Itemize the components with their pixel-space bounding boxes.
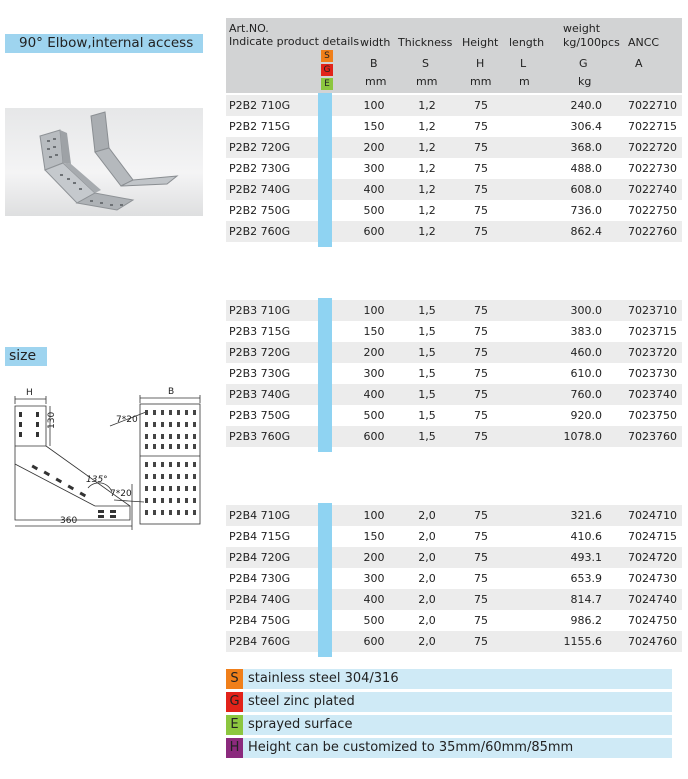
cell-weight: 814.7	[570, 593, 602, 606]
cell-ancc: 7023710	[628, 304, 677, 317]
cell-height: 75	[474, 509, 488, 522]
cell-weight: 760.0	[570, 388, 602, 401]
legend-key-badge: H	[226, 738, 243, 758]
cell-height: 75	[474, 572, 488, 585]
elbow-technical-drawing	[10, 384, 218, 534]
cell-art-no: P2B4 715G	[229, 530, 291, 543]
cell-width: 300	[363, 162, 385, 175]
cell-art-no: P2B3 710G	[229, 304, 291, 317]
table-row	[226, 300, 682, 321]
dim-360-label: 360	[60, 516, 78, 526]
cell-width: 200	[363, 551, 385, 564]
table-row	[226, 221, 682, 242]
cell-ancc: 7022715	[628, 120, 677, 133]
cell-thickness: 1,2	[418, 204, 436, 217]
cell-width: 500	[363, 409, 385, 422]
cell-ancc: 7024715	[628, 530, 677, 543]
dim-h-label: H	[26, 388, 33, 398]
cell-thickness: 2,0	[418, 593, 436, 606]
legend-key-badge: S	[226, 669, 243, 689]
cell-width: 400	[363, 388, 385, 401]
angle-label: 135°	[86, 475, 108, 485]
table-row	[226, 426, 682, 447]
cell-thickness: 2,0	[418, 551, 436, 564]
cell-width: 100	[363, 304, 385, 317]
cell-ancc: 7023720	[628, 346, 677, 359]
cell-weight: 410.6	[570, 530, 602, 543]
size-label-bar	[5, 347, 47, 366]
finish-indicator-stripe	[318, 503, 332, 657]
cell-art-no: P2B3 750G	[229, 409, 291, 422]
cell-width: 300	[363, 367, 385, 380]
cell-art-no: P2B3 720G	[229, 346, 291, 359]
cell-height: 75	[474, 304, 488, 317]
cell-weight: 736.0	[570, 204, 602, 217]
cell-art-no: P2B2 710G	[229, 99, 291, 112]
cell-weight: 368.0	[570, 141, 602, 154]
legend-key-badge: G	[226, 692, 243, 712]
cell-art-no: P2B3 760G	[229, 430, 291, 443]
cell-art-no: P2B4 750G	[229, 614, 291, 627]
dim-slot-b-label: 7*20	[110, 489, 132, 499]
product-photo	[5, 108, 203, 216]
cell-thickness: 1,5	[418, 409, 436, 422]
table-row	[226, 95, 682, 116]
cell-ancc: 7022750	[628, 204, 677, 217]
cell-weight: 862.4	[570, 225, 602, 238]
cell-weight: 920.0	[570, 409, 602, 422]
cell-art-no: P2B2 750G	[229, 204, 291, 217]
table-row	[226, 405, 682, 426]
table-row	[226, 505, 682, 526]
cell-thickness: 1,5	[418, 346, 436, 359]
cell-ancc: 7022730	[628, 162, 677, 175]
cell-width: 200	[363, 141, 385, 154]
cell-weight: 653.9	[570, 572, 602, 585]
cell-width: 200	[363, 346, 385, 359]
dim-b-label: B	[168, 387, 175, 397]
dim-130-label: 130	[47, 411, 57, 429]
table-row	[226, 179, 682, 200]
hdr-weight-unit: kg/100pcs	[563, 36, 620, 49]
cell-height: 75	[474, 141, 488, 154]
hdr-sym-l: L	[520, 57, 527, 70]
finish-indicator-stripe	[318, 93, 332, 247]
hdr-unit-w: mm	[365, 75, 387, 88]
cell-thickness: 1,5	[418, 325, 436, 338]
cell-width: 400	[363, 183, 385, 196]
cell-art-no: P2B3 730G	[229, 367, 291, 380]
cell-weight: 321.6	[570, 509, 602, 522]
badge-s: S	[321, 50, 333, 62]
hdr-sym-b: B	[370, 57, 378, 70]
legend-text: sprayed surface	[248, 717, 353, 732]
cell-art-no: P2B3 740G	[229, 388, 291, 401]
cell-weight: 986.2	[570, 614, 602, 627]
size-label: size	[9, 348, 37, 364]
cell-width: 500	[363, 614, 385, 627]
table-row	[226, 526, 682, 547]
table-row	[226, 321, 682, 342]
cell-thickness: 1,2	[418, 225, 436, 238]
table-row	[226, 200, 682, 221]
cell-ancc: 7023730	[628, 367, 677, 380]
hdr-width: width	[360, 36, 391, 49]
cell-art-no: P2B2 715G	[229, 120, 291, 133]
cell-art-no: P2B2 740G	[229, 183, 291, 196]
legend-item	[226, 692, 672, 712]
cell-height: 75	[474, 346, 488, 359]
cell-weight: 300.0	[570, 304, 602, 317]
cell-width: 600	[363, 635, 385, 648]
cell-width: 100	[363, 509, 385, 522]
cell-ancc: 7022710	[628, 99, 677, 112]
legend-text: steel zinc plated	[248, 694, 355, 709]
cell-height: 75	[474, 325, 488, 338]
cell-thickness: 1,2	[418, 183, 436, 196]
cell-height: 75	[474, 388, 488, 401]
cell-height: 75	[474, 409, 488, 422]
hdr-sym-g: G	[579, 57, 588, 70]
cell-ancc: 7023715	[628, 325, 677, 338]
cell-weight: 1078.0	[563, 430, 602, 443]
cell-ancc: 7023760	[628, 430, 677, 443]
cell-thickness: 1,2	[418, 162, 436, 175]
hdr-height: Height	[462, 36, 499, 49]
cell-height: 75	[474, 593, 488, 606]
cell-thickness: 2,0	[418, 509, 436, 522]
table-row	[226, 589, 682, 610]
cell-width: 150	[363, 530, 385, 543]
cell-ancc: 7024720	[628, 551, 677, 564]
cell-thickness: 2,0	[418, 530, 436, 543]
table-row	[226, 568, 682, 589]
hdr-ancc: ANCC	[628, 36, 660, 49]
cell-art-no: P2B2 720G	[229, 141, 291, 154]
cell-height: 75	[474, 430, 488, 443]
cell-thickness: 1,5	[418, 388, 436, 401]
table-row	[226, 384, 682, 405]
cell-width: 100	[363, 99, 385, 112]
cell-weight: 608.0	[570, 183, 602, 196]
table-row	[226, 137, 682, 158]
cell-height: 75	[474, 99, 488, 112]
cell-height: 75	[474, 162, 488, 175]
cell-height: 75	[474, 120, 488, 133]
cell-art-no: P2B4 730G	[229, 572, 291, 585]
dim-slot-a-label: 7*20	[116, 415, 138, 425]
table-row	[226, 631, 682, 652]
legend-text: stainless steel 304/316	[248, 671, 399, 686]
cell-thickness: 2,0	[418, 614, 436, 627]
hdr-sym-a: A	[635, 57, 643, 70]
cell-art-no: P2B2 730G	[229, 162, 291, 175]
cell-width: 600	[363, 430, 385, 443]
cell-art-no: P2B4 740G	[229, 593, 291, 606]
legend-key-badge: E	[226, 715, 243, 735]
cell-art-no: P2B4 760G	[229, 635, 291, 648]
cell-weight: 306.4	[570, 120, 602, 133]
cell-ancc: 7024750	[628, 614, 677, 627]
hdr-unit-l: m	[519, 75, 530, 88]
cell-height: 75	[474, 204, 488, 217]
cell-weight: 460.0	[570, 346, 602, 359]
cell-height: 75	[474, 530, 488, 543]
cell-thickness: 1,5	[418, 430, 436, 443]
hdr-indicate: Indicate product details	[229, 35, 360, 48]
finish-indicator-stripe	[318, 298, 332, 452]
section-title: 90° Elbow,internal access	[19, 35, 194, 51]
hdr-sym-h: H	[476, 57, 485, 70]
cell-weight: 240.0	[570, 99, 602, 112]
cell-width: 500	[363, 204, 385, 217]
hdr-length: length	[509, 36, 545, 49]
cell-weight: 1155.6	[563, 635, 602, 648]
hdr-art-no: Art.NO.	[229, 22, 269, 35]
legend-item	[226, 715, 672, 735]
badge-g: G	[321, 64, 333, 76]
cell-weight: 488.0	[570, 162, 602, 175]
cell-weight: 383.0	[570, 325, 602, 338]
cell-weight: 493.1	[570, 551, 602, 564]
hdr-weight: weight	[563, 22, 601, 35]
cell-thickness: 1,5	[418, 304, 436, 317]
cell-ancc: 7022740	[628, 183, 677, 196]
table-header	[226, 18, 682, 93]
hdr-sym-s: S	[422, 57, 429, 70]
hdr-unit-t: mm	[416, 75, 438, 88]
table-row	[226, 158, 682, 179]
cell-width: 400	[363, 593, 385, 606]
legend-item	[226, 738, 672, 758]
cell-thickness: 2,0	[418, 572, 436, 585]
cell-width: 600	[363, 225, 385, 238]
cell-height: 75	[474, 551, 488, 564]
table-row	[226, 363, 682, 384]
cell-height: 75	[474, 183, 488, 196]
cell-ancc: 7023750	[628, 409, 677, 422]
elbow-tray-image	[5, 108, 203, 216]
cell-height: 75	[474, 614, 488, 627]
cell-weight: 610.0	[570, 367, 602, 380]
cell-height: 75	[474, 635, 488, 648]
cell-art-no: P2B4 710G	[229, 509, 291, 522]
legend-text: Height can be customized to 35mm/60mm/85mm	[248, 740, 574, 755]
cell-ancc: 7024730	[628, 572, 677, 585]
badge-e: E	[321, 78, 333, 90]
cell-width: 300	[363, 572, 385, 585]
cell-width: 150	[363, 325, 385, 338]
cell-thickness: 1,2	[418, 99, 436, 112]
table-row	[226, 547, 682, 568]
hdr-thickness: Thickness	[398, 36, 453, 49]
hdr-unit-h: mm	[470, 75, 492, 88]
cell-height: 75	[474, 367, 488, 380]
cell-art-no: P2B3 715G	[229, 325, 291, 338]
cell-art-no: P2B4 720G	[229, 551, 291, 564]
cell-thickness: 2,0	[418, 635, 436, 648]
cell-ancc: 7022720	[628, 141, 677, 154]
cell-height: 75	[474, 225, 488, 238]
cell-width: 150	[363, 120, 385, 133]
cell-thickness: 1,2	[418, 120, 436, 133]
hdr-unit-kg: kg	[578, 75, 592, 88]
table-row	[226, 610, 682, 631]
cell-art-no: P2B2 760G	[229, 225, 291, 238]
cell-ancc: 7024760	[628, 635, 677, 648]
cell-thickness: 1,5	[418, 367, 436, 380]
section-title-bar	[5, 34, 203, 53]
cell-ancc: 7024710	[628, 509, 677, 522]
cell-ancc: 7022760	[628, 225, 677, 238]
cell-thickness: 1,2	[418, 141, 436, 154]
cell-ancc: 7024740	[628, 593, 677, 606]
legend-item	[226, 669, 672, 689]
cell-ancc: 7023740	[628, 388, 677, 401]
table-row	[226, 342, 682, 363]
table-row	[226, 116, 682, 137]
